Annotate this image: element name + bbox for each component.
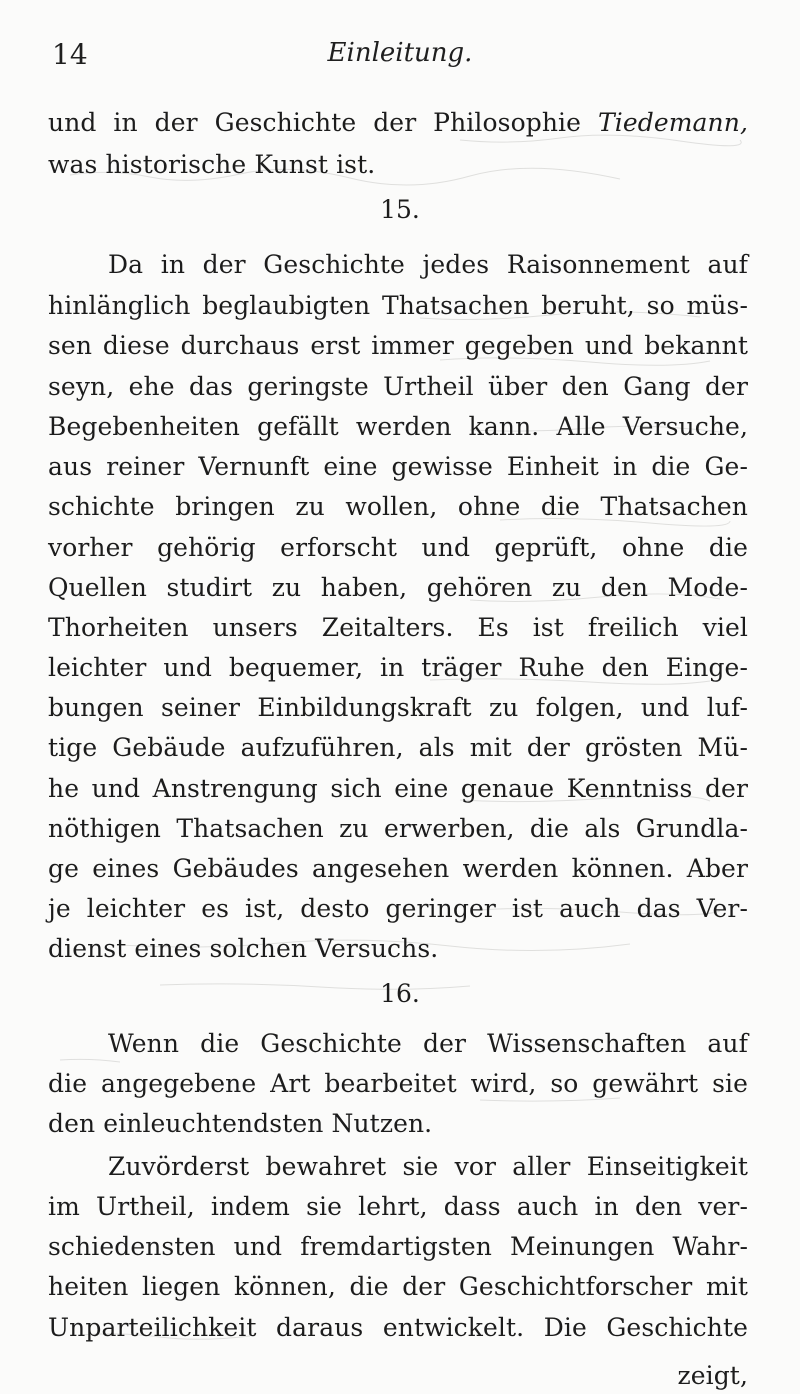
text-line: Quellen studirt zu haben, gehören zu den Mode- xyxy=(48,573,748,602)
text-line: leichter und bequemer, in träger Ruhe den Einge- xyxy=(48,653,748,682)
section-number: 15. xyxy=(380,195,420,224)
text-line: vorher gehörig erforscht und geprüft, ohne die xyxy=(48,533,748,562)
text-line: nöthigen Thatsachen zu erwerben, die als Grundla- xyxy=(48,814,748,843)
author-name: Tiedemann, xyxy=(597,108,748,137)
text-span: und in der Geschichte der Philosophie xyxy=(48,108,598,137)
text-line: aus reiner Vernunft eine gewisse Einheit in die Ge- xyxy=(48,452,748,481)
text-line: Wenn die Geschichte der Wissenschaften auf xyxy=(108,1029,748,1058)
text-line: dienst eines solchen Versuchs. xyxy=(48,934,439,963)
text-line: hinlänglich beglaubigten Thatsachen beruht, so müs- xyxy=(48,291,748,320)
section-number: 16. xyxy=(380,979,420,1008)
text-line: schichte bringen zu wollen, ohne die Thatsachen xyxy=(48,492,748,521)
text-line: seyn, ehe das geringste Urtheil über den Gang der xyxy=(48,372,748,401)
page-number: 14 xyxy=(52,38,88,71)
text-line: Begebenheiten gefällt werden kann. Alle Versuche, xyxy=(48,412,748,441)
text-line: bungen seiner Einbildungskraft zu folgen, und luf- xyxy=(48,693,748,722)
text-line: die angegebene Art bearbeitet wird, so gewährt sie xyxy=(48,1069,748,1098)
text-line: im Urtheil, indem sie lehrt, dass auch in den ver- xyxy=(48,1192,748,1221)
text-line: Zuvörderst bewahret sie vor aller Einseitigkeit xyxy=(108,1152,748,1181)
text-line: heiten liegen können, die der Geschichtforscher mit xyxy=(48,1272,748,1301)
text-line: was historische Kunst ist. xyxy=(48,150,376,179)
text-line: Unparteilichkeit daraus entwickelt. Die Geschichte xyxy=(48,1313,748,1342)
running-head: Einleitung. xyxy=(327,38,473,68)
text-line: zeigt, xyxy=(677,1361,748,1390)
text-line: sen diese durchaus erst immer gegeben und bekannt xyxy=(48,331,748,360)
text-line: Thorheiten unsers Zeitalters. Es ist freilich viel xyxy=(48,613,748,642)
text-line: ge eines Gebäudes angesehen werden können. Aber xyxy=(48,854,748,883)
text-line: den einleuchtendsten Nutzen. xyxy=(48,1109,433,1138)
text-line: je leichter es ist, desto geringer ist auch das Ver- xyxy=(48,894,748,923)
text-line: tige Gebäude aufzuführen, als mit der grösten Mü- xyxy=(48,733,748,762)
text-line: Da in der Geschichte jedes Raisonnement auf xyxy=(108,250,748,279)
text-line xyxy=(48,103,748,143)
text-line: he und Anstrengung sich eine genaue Kenntniss der xyxy=(48,774,748,803)
text-line: schiedensten und fremdartigsten Meinungen Wahr- xyxy=(48,1232,748,1261)
